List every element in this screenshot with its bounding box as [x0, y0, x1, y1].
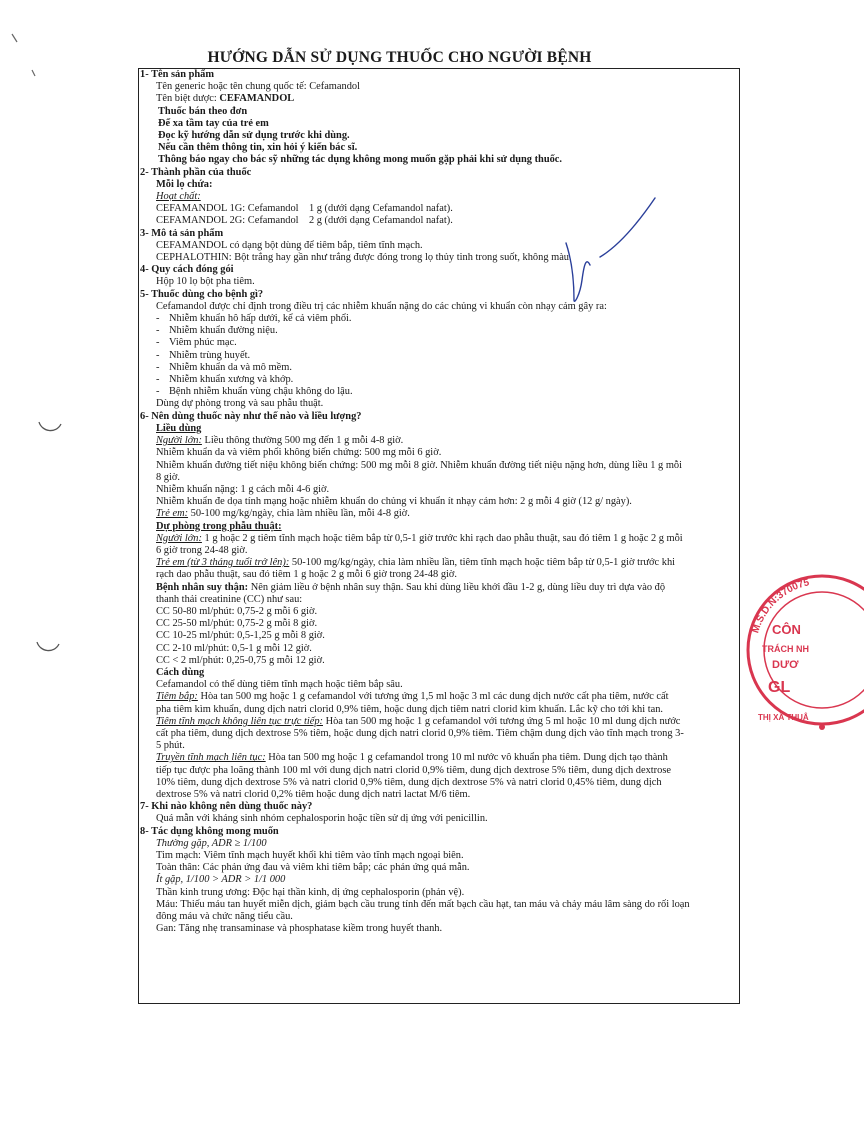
- stamp-text: GL: [768, 679, 791, 696]
- ae-neuro: Thần kinh trung ương: Độc hại thần kinh, dị ứng cephalosporin (phản vệ).: [156, 886, 465, 898]
- rx-only: Thuốc bán theo đơn: [158, 105, 248, 117]
- child-dose: Trẻ em: 50-100 mg/kg/ngày, chia làm nhiều lần, mỗi 4-8 giờ.: [156, 508, 410, 520]
- list-item: - Bệnh nhiễm khuẩn vùng chậu không do lậu.: [156, 386, 353, 398]
- uti-dose-cont: 8 giờ.: [156, 471, 180, 483]
- company-stamp: [744, 572, 864, 732]
- cc-row: CC 50-80 ml/phút: 0,75-2 g mỗi 6 giờ.: [156, 605, 318, 617]
- brand-name-prefix: Tên biệt dược:: [156, 93, 220, 105]
- uncommon-frequency: Ít gặp, 1/100 > ADR > 1/1 000: [156, 874, 286, 886]
- description-1: CEFAMANDOL có dạng bột dùng để tiêm bắp, tiêm tĩnh mạch.: [156, 239, 423, 251]
- document-title: HƯỚNG DẪN SỬ DỤNG THUỐC CHO NGƯỜI BỆNH: [207, 49, 592, 66]
- child-label: Trẻ em:: [156, 508, 189, 520]
- section-8-heading: 8- Tác dụng không mong muốn: [140, 825, 279, 837]
- generic-name: Tên generic hoặc tên chung quốc tế: Cefamandol: [156, 81, 360, 93]
- punch-hole-mark: [36, 418, 64, 438]
- prophylaxis-adult: Người lớn: 1 g hoặc 2 g tiêm tĩnh mạch hoặc tiêm bắp từ 0,5-1 giờ trước khi rạch dao phẫu thuật, sau đó tiêm 1 g hoặc 2 g mỗi: [156, 532, 683, 544]
- section-1-heading: 1- Tên sản phẩm: [140, 69, 215, 80]
- warning-children: Để xa tầm tay của trẻ em: [158, 117, 269, 129]
- ae-liver: Gan: Tăng nhẹ transaminase và phosphatase kiềm trong huyết thanh.: [156, 923, 443, 935]
- prophylaxis-child: Trẻ em (từ 3 tháng tuổi trở lên): 50-100 mg/kg/ngày, chia làm nhiều lần, tiêm tĩnh mạch hoặc tiêm bắp từ 0,5-1 giờ trước khi: [156, 557, 676, 569]
- per-vial-label: Mỗi lọ chứa:: [156, 178, 213, 190]
- section-2-heading: 2- Thành phần của thuốc: [140, 166, 252, 178]
- renal-label: Bệnh nhân suy thận:: [156, 581, 249, 593]
- warning-report: Thông báo ngay cho bác sỹ những tác dụng không mong muốn gặp phải khi sử dụng thuốc.: [158, 154, 562, 166]
- punch-hole-mark: [34, 638, 62, 658]
- prophylaxis-adult-cont: 6 giờ trong 24-48 giờ.: [156, 544, 248, 556]
- active-ingredient-label: Hoạt chất:: [156, 191, 201, 203]
- ae-cardio: Tim mạch: Viêm tĩnh mạch huyết khối khi tiêm vào tĩnh mạch ngoại biên.: [156, 850, 464, 861]
- infusion-admin-cont: dextrose 5% và natri clorid 0,2% tiêm hoặc dung dịch natri lactat M/6 tiêm.: [156, 788, 471, 800]
- indication-outro: Dùng dự phòng trong và sau phẫu thuật.: [156, 398, 324, 410]
- dosage-heading: Liều dùng: [156, 422, 202, 434]
- prophylaxis-child-cont: rạch dao phẫu thuật, sau đó tiêm 1 g hoặc 2 g mỗi 6 giờ trong 24-48 giờ.: [156, 569, 458, 581]
- list-item: - Nhiễm khuẩn đường niệu.: [156, 325, 278, 337]
- stamp-text: TRÁCH NH: [762, 644, 809, 654]
- ae-blood-cont: đông máu và chức năng tiểu cầu.: [156, 911, 293, 923]
- composition-2g: CEFAMANDOL 2G: Cefamandol 2 g (dưới dạng Cefamandol nafat).: [156, 215, 453, 227]
- stamp-text: THỊ XÃ THUẬ: [758, 713, 809, 722]
- section-7-heading: 7- Khi nào không nên dùng thuốc này?: [140, 801, 313, 813]
- section-4-heading: 4- Quy cách đóng gói: [140, 264, 234, 276]
- life-threatening-dose: Nhiễm khuẩn đe dọa tính mạng hoặc nhiễm khuẩn do chủng vi khuẩn ít nhạy cảm hơn: 2 g mỗi 4 giờ (12 g/ ngày).: [156, 496, 632, 508]
- ae-systemic: Toàn thân: Các phản ứng đau và viêm khi tiêm bắp; các phản ứng quá mẫn.: [156, 862, 470, 874]
- list-item: - Viêm phúc mạc.: [156, 337, 237, 349]
- ae-blood: Máu: Thiếu máu tan huyết miễn dịch, giảm bạch cầu trung tính đến mất bạch cầu hạt, tan máu và chảy máu lâm sàng do rối loạn: [156, 898, 690, 910]
- packaging: Hộp 10 lọ bột pha tiêm.: [156, 276, 255, 288]
- prophylaxis-heading: Dự phòng trong phẫu thuật:: [156, 520, 282, 532]
- renal-dose: Bệnh nhân suy thận: Nên giảm liều ở bệnh nhân suy thận. Sau khi dùng liều khởi đầu 1-2 g, dùng liều duy trì dựa vào độ: [156, 581, 666, 593]
- infusion-admin-cont: 10% tiêm, dung dịch dextrose 5% và natri clorid 0,9% tiêm, dung dịch dextrose 5% và natri clorid 0,45% tiêm, dung dịch: [156, 776, 662, 788]
- adult-label: Người lớn:: [156, 435, 202, 447]
- common-frequency: Thường gặp, ADR ≥ 1/100: [156, 837, 267, 849]
- administration-heading: Cách dùng: [156, 666, 205, 678]
- iv-admin-cont: cất pha tiêm, dung dịch dextrose 5% tiêm, hoặc dung dịch natri clorid 0,9% tiêm. Tiêm chậm dung dịch vào tĩnh mạch trong 3-: [156, 727, 684, 739]
- section-5-heading: 5- Thuốc dùng cho bệnh gì?: [140, 288, 264, 300]
- iv-admin-cont: 5 phút.: [156, 740, 185, 752]
- cc-row: CC 10-25 ml/phút: 0,5-1,25 g mỗi 8 giờ.: [156, 630, 325, 642]
- renal-dose-cont: thanh thải creatinine (CC) như sau:: [156, 593, 303, 605]
- warning-doctor: Nếu cần thêm thông tin, xin hỏi ý kiến bác sĩ.: [158, 142, 358, 154]
- warning-read: Đọc kỹ hướng dẫn sử dụng trước khi dùng.: [158, 130, 350, 142]
- severe-dose: Nhiễm khuẩn nặng: 1 g cách mỗi 4-6 giờ.: [156, 483, 330, 495]
- cc-row: CC 2-10 ml/phút: 0,5-1 g mỗi 12 giờ.: [156, 642, 312, 654]
- description-2: CEPHALOTHIN: Bột trắng hay gần như trắng được đóng trong lọ thủy tinh trong suốt, không màu.: [156, 252, 572, 264]
- contraindication: Quá mẫn với kháng sinh nhóm cephalosporin hoặc tiền sử dị ứng với penicillin.: [156, 813, 488, 825]
- list-item: - Nhiễm khuẩn da và mô mềm.: [156, 361, 292, 373]
- infusion-admin-cont: tiếp tục được pha loãng thành 100 ml với dung dịch natri clorid 0,9% tiêm, dung dịch dextrose 5% tiêm, dung dịch dextrose: [156, 764, 671, 776]
- administration-intro: Cefamandol có thể dùng tiêm tĩnh mạch hoặc tiêm bắp sâu.: [156, 679, 403, 691]
- skin-dose: Nhiễm khuẩn da và viêm phổi không biến chứng: 500 mg mỗi 6 giờ.: [156, 447, 442, 459]
- section-3-heading: 3- Mô tả sản phẩm: [140, 227, 224, 239]
- cc-row: CC 25-50 ml/phút: 0,75-2 g mỗi 8 giờ.: [156, 618, 318, 630]
- scan-speck: [8, 30, 48, 80]
- stamp-text: CÔN: [772, 622, 801, 637]
- infusion-admin: Truyền tĩnh mạch liên tục: Hòa tan 500 mg hoặc 1 g cefamandol trong 10 ml nước vô khuẩn pha tiêm. Dung dịch tạo thành: [156, 752, 668, 764]
- brand-name-line: [140, 93, 734, 105]
- composition-1g: CEFAMANDOL 1G: Cefamandol 1 g (dưới dạng Cefamandol nafat).: [156, 203, 453, 215]
- uti-dose: Nhiễm khuẩn đường tiết niệu không biến chứng: 500 mg mỗi 8 giờ. Nhiễm khuẩn đường tiết niệu nặng hơn, dùng liều 1 g mỗi: [156, 459, 683, 471]
- adult-dose: Người lớn: Liều thông thường 500 mg đến 1 g mỗi 4-8 giờ.: [156, 435, 404, 447]
- im-admin: Tiêm bắp: Hòa tan 500 mg hoặc 1 g cefamandol với tương ứng 1,5 ml hoặc 3 ml các dung dịch nước cất pha tiêm, nước cất: [156, 691, 669, 703]
- list-item: - Nhiễm khuẩn xương và khớp.: [156, 374, 294, 386]
- im-admin-cont: pha tiêm kìm khuẩn, dung dịch natri clorid 0,9% tiêm, hoặc dung dịch tiêm natri clorid kìm khuẩn. Lắc kỹ cho tới khi tan.: [156, 703, 664, 715]
- list-item: - Nhiễm trùng huyết.: [156, 349, 251, 361]
- stamp-text: DƯƠ: [772, 659, 799, 671]
- svg-text:M.S.D.N:370075: M.S.D.N:370075: [750, 577, 811, 635]
- brand-name: CEFAMANDOL: [219, 93, 295, 105]
- signature-mark: [560, 195, 670, 315]
- cc-row: CC < 2 ml/phút: 0,25-0,75 g mỗi 12 giờ.: [156, 654, 325, 666]
- iv-admin: Tiêm tĩnh mạch không liên tục trực tiếp: Hòa tan 500 mg hoặc 1 g cefamandol với tương ứng 5 ml hoặc 10 ml dung dịch nước: [156, 715, 681, 727]
- list-item: - Nhiễm khuẩn hô hấp dưới, kể cả viêm phổi.: [156, 313, 352, 325]
- section-6-heading: 6- Nên dùng thuốc này như thế nào và liều lượng?: [140, 410, 362, 422]
- indication-intro: Cefamandol được chỉ định trong điều trị các nhiễm khuẩn nặng do các chủng vi khuẩn còn nhạy cảm gây ra:: [156, 300, 607, 312]
